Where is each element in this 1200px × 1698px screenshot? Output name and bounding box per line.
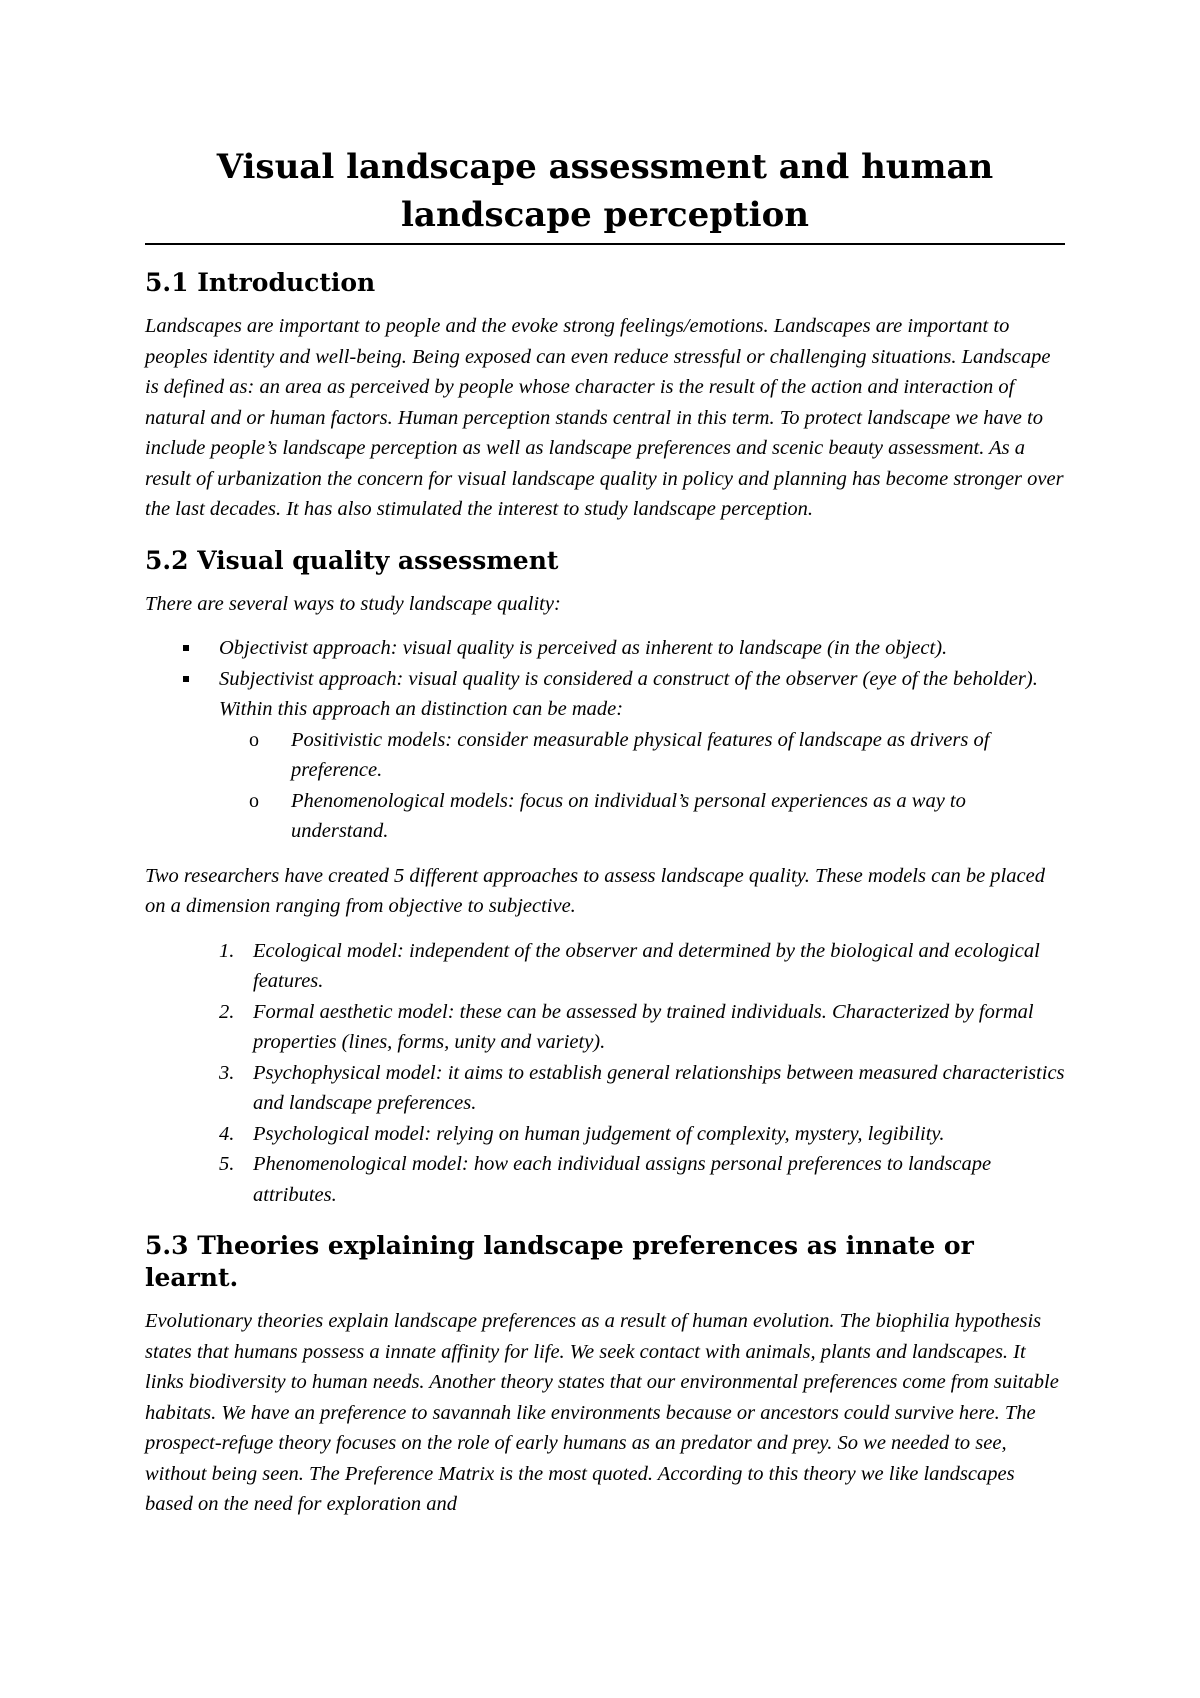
models-list <box>145 936 1065 1211</box>
list-item-text: Positivistic models: consider measurable physical features of landscape as drivers of preference. <box>291 728 990 781</box>
list-item-text: Objectivist approach: visual quality is perceived as inherent to landscape (in the object). <box>219 637 948 659</box>
list-item-text: Ecological model: independent of the observer and determined by the biological and ecological features. <box>253 939 1040 992</box>
document-title: Visual landscape assessment and human landscape perception <box>216 147 994 235</box>
list-item <box>219 1119 1065 1150</box>
list-number: 4. <box>219 1122 235 1145</box>
circle-bullet-icon: o <box>249 728 259 751</box>
section-heading-theories: 5.3 Theories explaining landscape preferences as innate or learnt. <box>145 1231 974 1292</box>
list-number: 3. <box>219 1061 235 1084</box>
list-item <box>219 936 1065 997</box>
approach-list <box>145 633 1065 847</box>
list-item-text: Psychological model: relying on human judgement of complexity, mystery, legibility. <box>253 1122 945 1145</box>
theories-paragraph: Evolutionary theories explain landscape preferences as a result of human evolution. The biophilia hypothesis states that humans possess a innate affinity for life. We seek contact with animals, plants and landscapes. It links biodiversity to human needs. Another theory states that our environmental preferences come from suitable habitats. We have an preference to savannah like environments because or ancestors could survive here. The prospect-refuge theory focuses on the role of early humans as an predator and prey. So we needed to see, without being seen. The Preference Matrix is the most quoted. According to this theory we like landscapes based on the need for exploration and <box>145 1310 1059 1515</box>
list-item <box>219 664 1065 847</box>
list-item-text: Phenomenological model: how each individual assigns personal preferences to landscape attributes. <box>253 1153 992 1206</box>
list-item-text: Formal aesthetic model: these can be assessed by trained individuals. Characterized by formal properties (lines, forms, unity and variety). <box>253 1000 1034 1053</box>
list-item <box>219 633 1065 664</box>
list-item-text: Subjectivist approach: visual quality is considered a construct of the observer (eye of the beholder). Within this approach an distinction can be made: <box>219 667 1038 720</box>
introduction-paragraph: Landscapes are important to people and the evoke strong feelings/emotions. Landscapes are important to peoples identity and well-being. Being exposed can even reduce stressful or challenging situations. Landscape is defined as: an area as perceived by people whose character is the result of the action and interaction of natural and or human factors. Human perception stands central in this term. To protect landscape we have to include people’s landscape perception as well as landscape preferences and scenic beauty assessment. As a result of urbanization the concern for visual landscape quality in policy and planning has become stronger over the last decades. It has also stimulated the interest to study landscape perception. <box>145 315 1064 520</box>
list-item <box>219 997 1065 1058</box>
section-heading-visual-quality: 5.2 Visual quality assessment <box>145 545 559 575</box>
title-underline <box>145 243 1065 245</box>
list-number: 2. <box>219 1000 235 1023</box>
list-item <box>219 1149 1065 1210</box>
list-item-text: Phenomenological models: focus on individual’s personal experiences as a way to understand. <box>291 789 966 842</box>
list-item-text: Psychophysical model: it aims to establish general relationships between measured characteristics and landscape preferences. <box>253 1061 1065 1114</box>
square-bullet-icon <box>183 645 189 651</box>
sub-approach-list <box>219 725 1065 847</box>
section-heading-introduction: 5.1 Introduction <box>145 268 376 297</box>
list-number: 5. <box>219 1153 235 1175</box>
document-content <box>145 143 1065 1534</box>
list-item <box>219 1058 1065 1119</box>
visual-quality-intro: There are several ways to study landscape quality: <box>145 592 561 615</box>
list-item <box>249 725 1065 786</box>
circle-bullet-icon: o <box>249 789 259 812</box>
list-number: 1. <box>219 939 235 962</box>
models-intro-paragraph: Two researchers have created 5 different approaches to assess landscape quality. These models can be placed on a dimension ranging from objective to subjective. <box>145 864 1045 917</box>
list-item <box>249 786 1065 847</box>
square-bullet-icon <box>183 676 189 682</box>
